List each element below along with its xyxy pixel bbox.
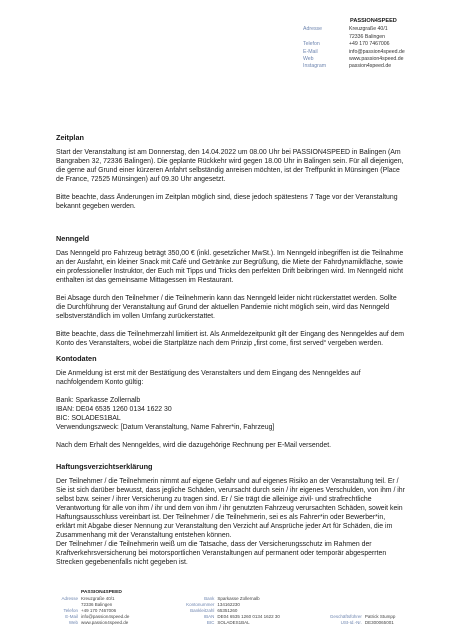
footer-value: DE300065001 xyxy=(364,620,394,626)
footer-columns xyxy=(56,596,436,626)
paragraph: Der Teilnehmer / die Teilnehmerin weiß um die Tatsache, dass der Versicherungsschutz im Rahmen der Kraftverkehrsversicherung bei motorsportlichen Veranstaltungen auf permanent oder temporär abgesperrten Strecken gegebenenfalls nicht gegeben ist. xyxy=(56,540,387,566)
footer-value: 134162230 xyxy=(217,602,240,608)
footer-company: PASSION4SPEED xyxy=(81,590,122,595)
footer-value: 65351260 xyxy=(217,608,238,614)
footer-label: USt-Id.-Nr. xyxy=(340,620,362,626)
footer-value: Patrick Stumpp xyxy=(364,614,396,620)
letterhead-company: PASSION4SPEED xyxy=(350,18,397,24)
letterhead-website[interactable]: www.passion4speed.de xyxy=(349,56,404,63)
paragraph: Das Nenngeld pro Fahrzeug beträgt 350,00 € (inkl. gesetzlicher MwSt.). Im Nenngeld inbegriffen ist die Teilnahme an der Ausfahrt, ein kleiner Snack mit Café und Getränke zur Begrüßung, die Miete der Fahrdynamikfläche, sowie ein professioneller Instruktor, der Euch mit Tipps und Tricks den perfekten Drift beibringen wird. Im Nenngeld nicht enthalten ist das gemeinsame Mittagessen im Restaurant. xyxy=(56,249,404,284)
letterhead-value: +49 170 7467006 xyxy=(349,41,390,48)
section-zeitplan xyxy=(56,134,406,221)
bank-iban: IBAN: DE04 6535 1260 0134 1622 30 xyxy=(56,405,172,413)
bank-name: Bank: Sparkasse Zollernalb xyxy=(56,396,141,404)
footer-label: Bank xyxy=(204,596,215,602)
paragraph: Bei Absage durch den Teilnehmer / die Teilnehmerin kann das Nenngeld leider nicht rückerstattet werden. Sollte die Durchführung der Veranstaltung auf Grund der aktuellen Pandemie nicht möglich sein, wird das Nenngeld selbstverständlich im vollen Umfang zurückerstattet. xyxy=(56,294,397,320)
paragraph: Der Teilnehmer / die Teilnehmerin nimmt auf eigene Gefahr und auf eigenes Risiko an der Veranstaltung teil. Er / Sie ist sich darüber bewusst, dass jegliche Schäden, verursacht durch sein / ihr eigenes Verschulden, von ihm / ihr selbst bzw. seiner / ihrer Versicherung zu tragen sind. Er / Sie trägt die alleinige zivil- und strafrechtliche Verantwortung für alle von ihm / ihr und dem von ihm / ihr genutzten Fahrzeug verursachten Schäden, soweit kein Haftungsausschluss vereinbart ist. Der Teilnehmer / die Teilnehmerin, sei es als Fahrer*in oder Bewerber*in, erklärt mit Abgabe dieser Nennung zur Veranstaltung den Verzicht auf Ansprüche jeder Art für Schäden, die im Zusammenhang mit der Veranstaltung entstehen können. xyxy=(56,477,405,539)
footer-bank-column xyxy=(169,596,280,626)
letterhead-label: Adresse xyxy=(303,26,323,33)
letterhead-row xyxy=(303,41,448,48)
letterhead-row xyxy=(303,63,448,70)
letterhead-label: Telefon xyxy=(303,41,320,48)
paragraph: Nach dem Erhalt des Nenngeldes, wird die dazugehörige Rechnung per E-Mail versendet. xyxy=(56,441,332,449)
footer-row xyxy=(169,620,280,626)
section-haftung xyxy=(56,463,406,576)
footer-value: 72336 Balingen xyxy=(81,602,113,608)
bank-bic: BIC: SOLADES1BAL xyxy=(56,414,121,422)
footer-label: E-Mail xyxy=(65,614,78,620)
bank-details xyxy=(56,397,406,433)
letterhead-label: Web xyxy=(303,56,314,63)
paragraph: Bitte beachte, dass Änderungen im Zeitplan möglich sind, diese jedoch spätestens 7 Tage vor der Veranstaltung bekannt gegeben werden. xyxy=(56,193,398,210)
footer-label: Web xyxy=(68,620,78,626)
footer-legal-column xyxy=(310,596,396,626)
footer-contact-column xyxy=(56,596,129,626)
footer-email[interactable]: info@passion4speed.de xyxy=(81,614,130,620)
letterhead-value: 72336 Balingen xyxy=(349,33,386,40)
footer-label: Telefon xyxy=(63,608,78,614)
letterhead xyxy=(303,18,448,71)
letterhead-label xyxy=(303,34,349,41)
footer-label: BIC xyxy=(206,620,215,626)
section-heading: Kontodaten xyxy=(56,354,97,363)
letterhead-instagram[interactable]: passion4speed.de xyxy=(349,63,392,70)
footer-label: Adresse xyxy=(61,596,78,602)
letterhead-row xyxy=(303,49,448,56)
footer-value: Kreuzgraße 40/1 xyxy=(81,596,115,602)
paragraph: Bitte beachte, dass die Teilnehmerzahl limitiert ist. Als Anmeldezeitpunkt gilt der Eingang des Nenngeldes auf dem Konto des Veranstalters, wobei die Startplätze nach dem Prinzip „first come, first served“ vergeben werden. xyxy=(56,330,405,347)
letterhead-email[interactable]: info@passion4speed.de xyxy=(349,48,405,55)
paragraph: Start der Veranstaltung ist am Donnerstag, den 14.04.2022 um 08.00 Uhr bei PASSION4SPEED in Balingen (Am Bangraben 32, 72336 Balingen). Die geplante Rückkehr wird gegen 18.00 Uhr in Balingen sein. Für all diejenigen, die gerne auf Grund einer kürzeren Anfahrt selbständig anreisen möchten, ist der Treffpunkt in Münsingen (Place de France, 72525 Münsingen) auf 09.30 Uhr angesetzt. xyxy=(56,148,404,183)
footer-label: Kontonummer xyxy=(186,602,215,608)
footer xyxy=(56,590,436,627)
section-kontodaten xyxy=(56,355,406,460)
footer-row xyxy=(56,620,129,626)
footer-label: Bankleitzahl xyxy=(190,608,215,614)
footer-value: Sparkasse Zollernalb xyxy=(217,596,260,602)
letterhead-row xyxy=(303,34,448,41)
section-nenngeld xyxy=(56,235,406,358)
section-heading: Zeitplan xyxy=(56,133,84,142)
bank-purpose: Verwendungszweck: [Datum Veranstaltung, Name Fahrer*in, Fahrzeug] xyxy=(56,423,275,431)
letterhead-label: Instagram xyxy=(303,63,327,70)
section-heading: Nenngeld xyxy=(56,234,90,243)
footer-label: IBAN xyxy=(203,614,215,620)
footer-value: +49 170 7467006 xyxy=(81,608,117,614)
letterhead-label: E-Mail xyxy=(303,48,318,55)
paragraph: Die Anmeldung ist erst mit der Bestätigung des Veranstalters und dem Eingang des Nenngeldes auf nachfolgendem Konto gültig: xyxy=(56,369,361,386)
footer-label: Geschäftsführer xyxy=(329,614,362,620)
letterhead-row xyxy=(303,56,448,63)
footer-value: DE04 6535 1260 0134 1622 30 xyxy=(217,614,280,620)
footer-website[interactable]: www.passion4speed.de xyxy=(81,620,129,626)
letterhead-value: Kreuzgraße 40/1 xyxy=(349,26,388,33)
footer-value: SOLADES1BAL xyxy=(217,620,250,626)
letterhead-row xyxy=(303,26,448,33)
footer-row xyxy=(310,620,396,626)
section-heading: Haftungsverzichtserklärung xyxy=(56,462,153,471)
